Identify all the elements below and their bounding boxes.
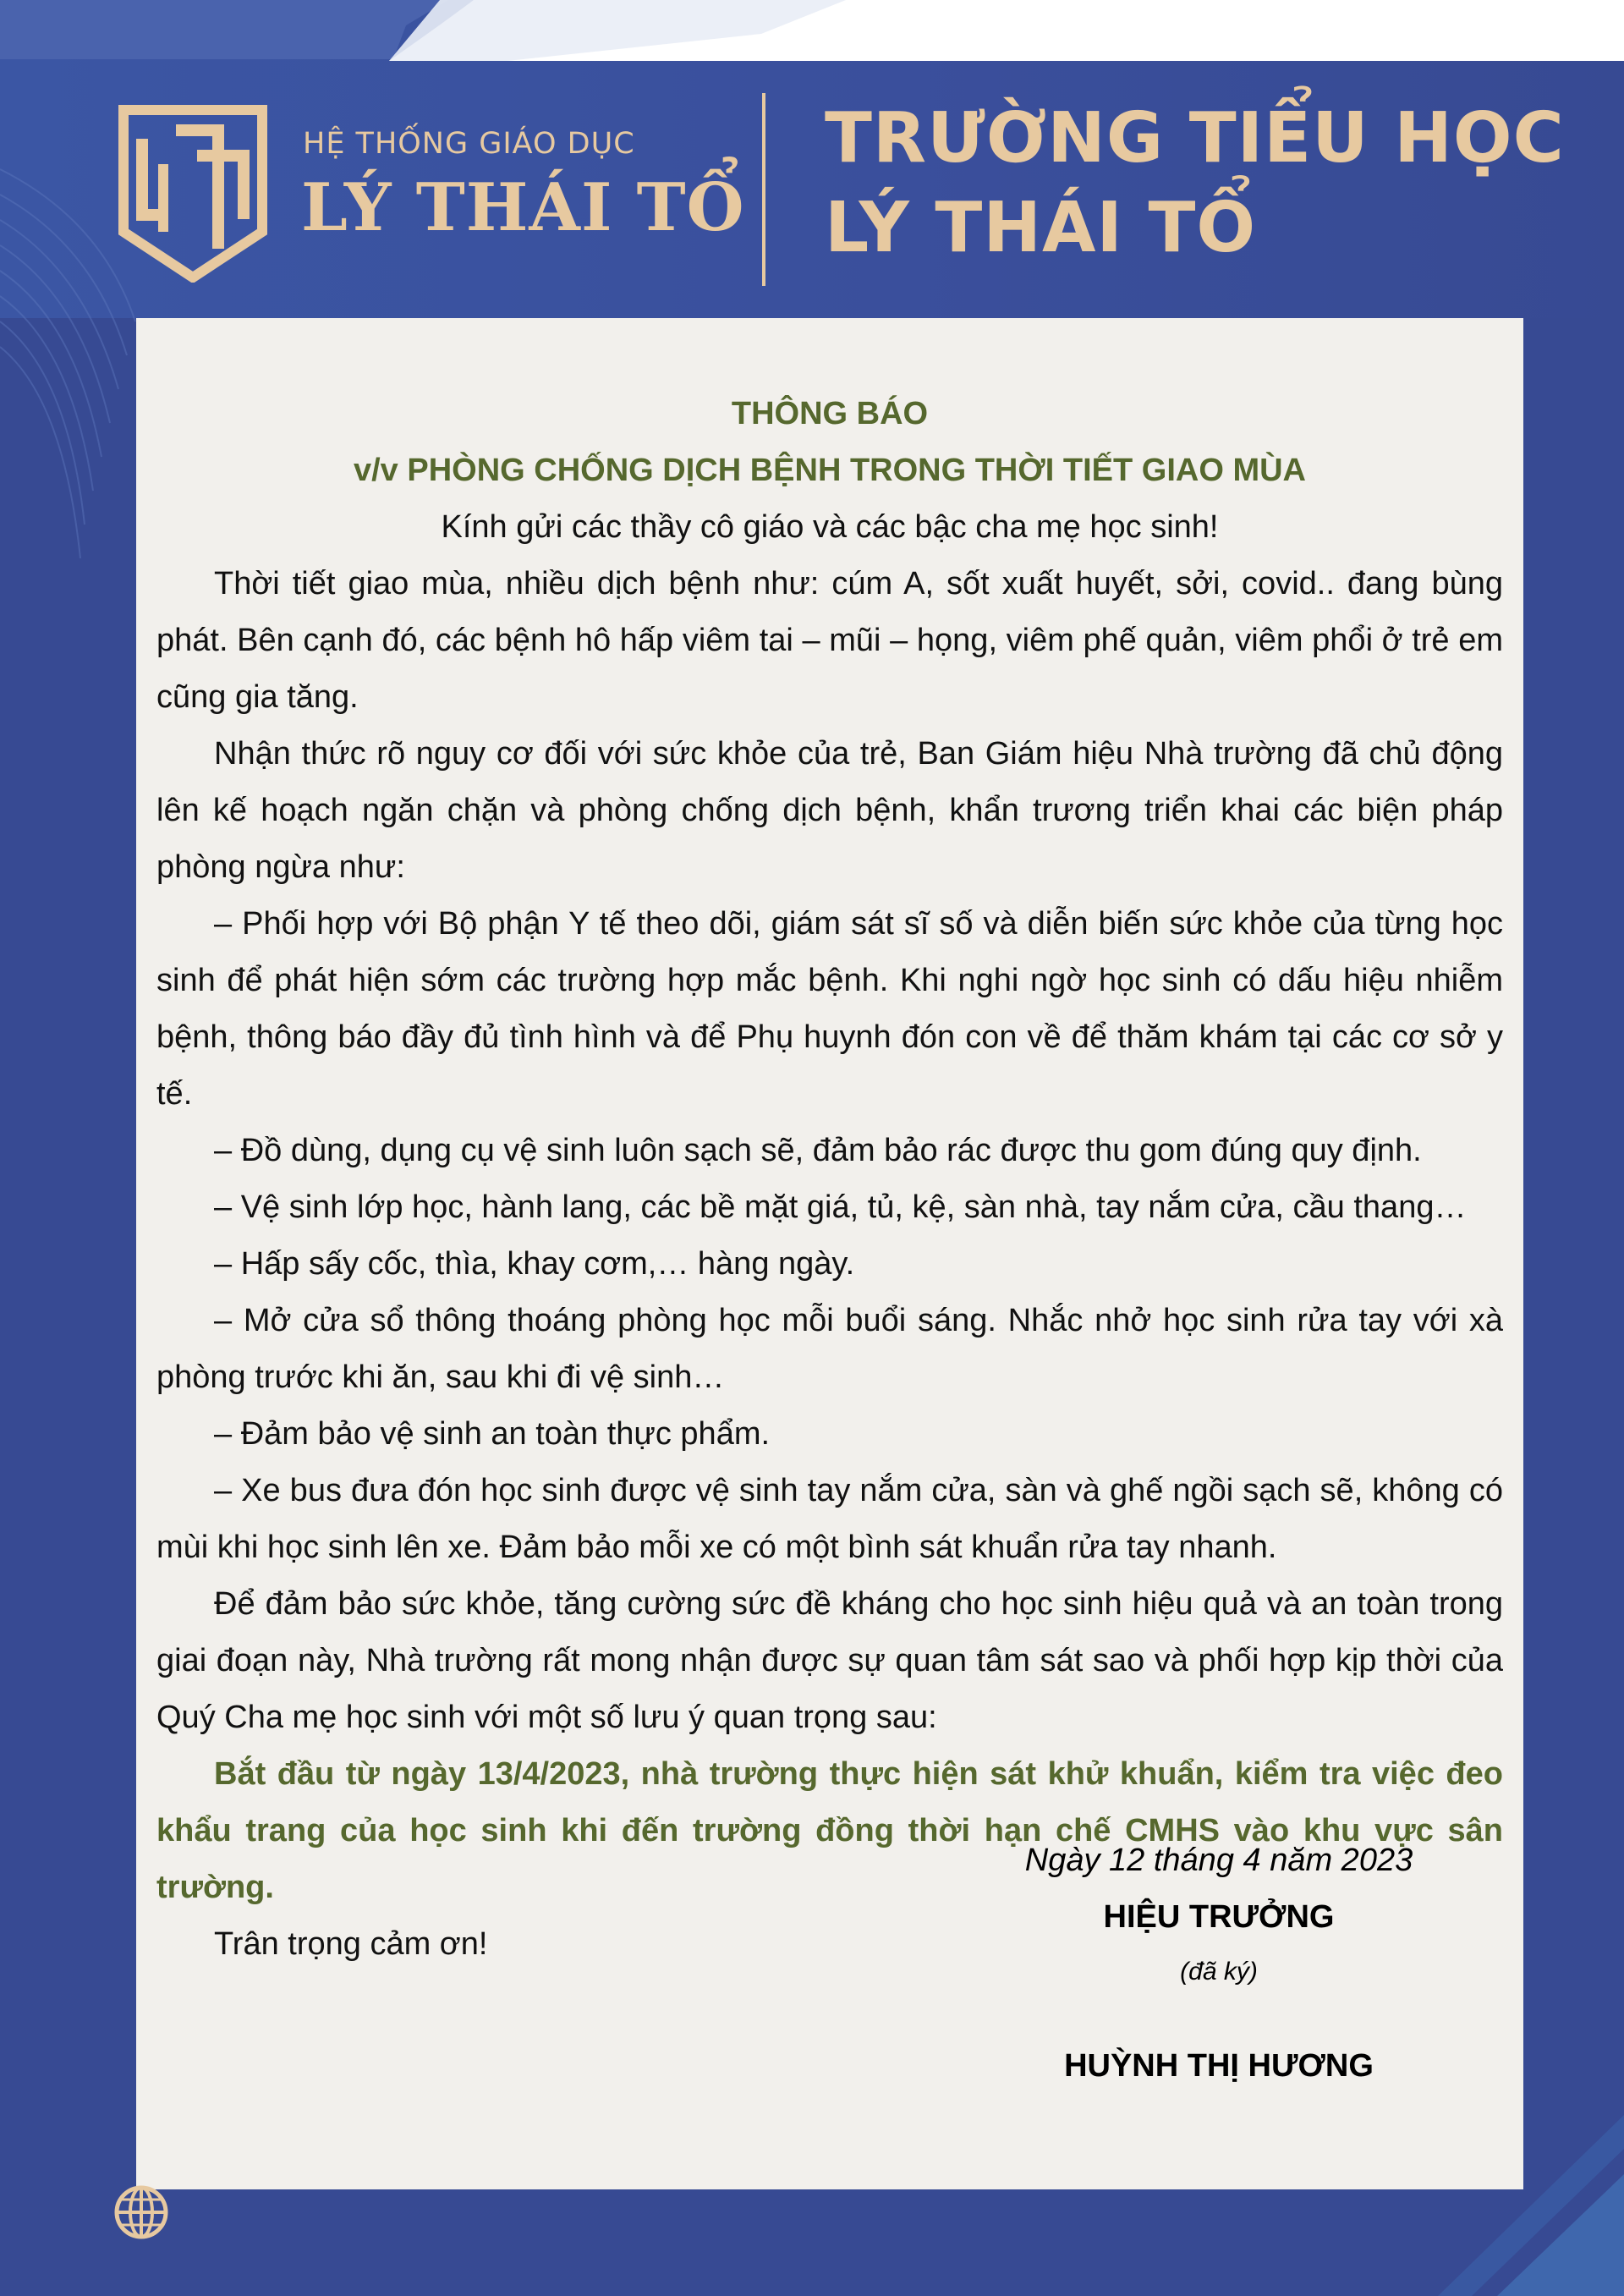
header <box>0 0 1624 313</box>
signature-date: Ngày 12 tháng 4 năm 2023 <box>1024 1843 1413 1878</box>
signature-title: HIỆU TRƯỞNG <box>1103 1899 1335 1935</box>
measure-item: – Phối hợp với Bộ phận Y tế theo dõi, giám sát sĩ số và diễn biến sức khỏe của từng học sinh để phát hiện sớm các trường hợp mắc bệnh. Khi nghi ngờ học sinh có dấu hiệu nhiễm bệnh, thông báo đầy đủ tình hình và để Phụ huynh đón con về để thăm khám tại các cơ sở y tế. <box>156 906 1503 1112</box>
notice-body <box>156 386 1503 1973</box>
notice-card <box>136 318 1523 2189</box>
globe-icon <box>112 2183 171 2242</box>
closing-line: Trân trọng cảm ơn! <box>214 1926 488 1962</box>
notice-greeting: Kính gửi các thầy cô giáo và các bậc cha mẹ học sinh! <box>441 509 1219 545</box>
measure-item: – Xe bus đưa đón học sinh được vệ sinh tay nắm cửa, sàn và ghế ngồi sạch sẽ, không có mùi khi học sinh lên xe. Đảm bảo mỗi xe có một bình sát khuẩn rửa tay nhanh. <box>156 1473 1503 1565</box>
school-name-line-2: LÝ THÁI TỔ <box>825 188 1257 268</box>
measure-item: – Hấp sấy cốc, thìa, khay cơm,… hàng ngày. <box>214 1246 855 1282</box>
header-divider <box>762 93 765 286</box>
measure-item: – Đồ dùng, dụng cụ vệ sinh luôn sạch sẽ, đảm bảo rác được thu gom đúng quy định. <box>214 1133 1422 1168</box>
paragraph: Nhận thức rõ nguy cơ đối với sức khỏe của trẻ, Ban Giám hiệu Nhà trường đã chủ động lên kế hoạch ngăn chặn và phòng chống dịch bệnh, khẩn trương triển khai các biện pháp phòng ngừa như: <box>156 736 1503 885</box>
signature-name: HUỲNH THỊ HƯƠNG <box>1064 2048 1374 2084</box>
paragraph: Để đảm bảo sức khỏe, tăng cường sức đề kháng cho học sinh hiệu quả và an toàn trong giai đoạn này, Nhà trường rất mong nhận được sự quan tâm sát sao và phối hợp kịp thời của Quý Cha mẹ học sinh với một số lưu ý quan trọng sau: <box>156 1586 1503 1735</box>
paragraph: Thời tiết giao mùa, nhiều dịch bệnh như: cúm A, sốt xuất huyết, sởi, covid.. đang bùng phát. Bên cạnh đó, các bệnh hô hấp viêm tai – mũi – họng, viêm phế quản, viêm phổi ở trẻ em cũng gia tăng. <box>156 566 1503 715</box>
emphasis-notice: Bắt đầu từ ngày 13/4/2023, nhà trường thực hiện sát khử khuẩn, kiểm tra việc đeo khẩu trang của học sinh khi đến trường đồng thời hạn chế CMHS vào khu vực sân trường. <box>156 1756 1503 1905</box>
school-crest-icon <box>117 105 269 283</box>
education-system-label: HỆ THỐNG GIÁO DỤC <box>303 127 635 161</box>
school-name-line-1: TRƯỜNG TIỂU HỌC <box>825 98 1565 179</box>
measure-item: – Vệ sinh lớp học, hành lang, các bề mặt giá, tủ, kệ, sàn nhà, tay nắm cửa, cầu thang… <box>214 1189 1467 1225</box>
measure-item: – Mở cửa sổ thông thoáng phòng học mỗi buổi sáng. Nhắc nhở học sinh rửa tay với xà phòng trước khi ăn, sau khi đi vệ sinh… <box>156 1303 1503 1395</box>
measure-item: – Đảm bảo vệ sinh an toàn thực phẩm. <box>214 1416 771 1452</box>
notice-subject: v/v PHÒNG CHỐNG DỊCH BỆNH TRONG THỜI TIẾT GIAO MÙA <box>353 453 1306 488</box>
education-system-name: LÝ THÁI TỔ <box>301 169 745 246</box>
notice-title: THÔNG BÁO <box>731 396 929 431</box>
signature-signed-note: (đã ký) <box>1180 1958 1258 1986</box>
